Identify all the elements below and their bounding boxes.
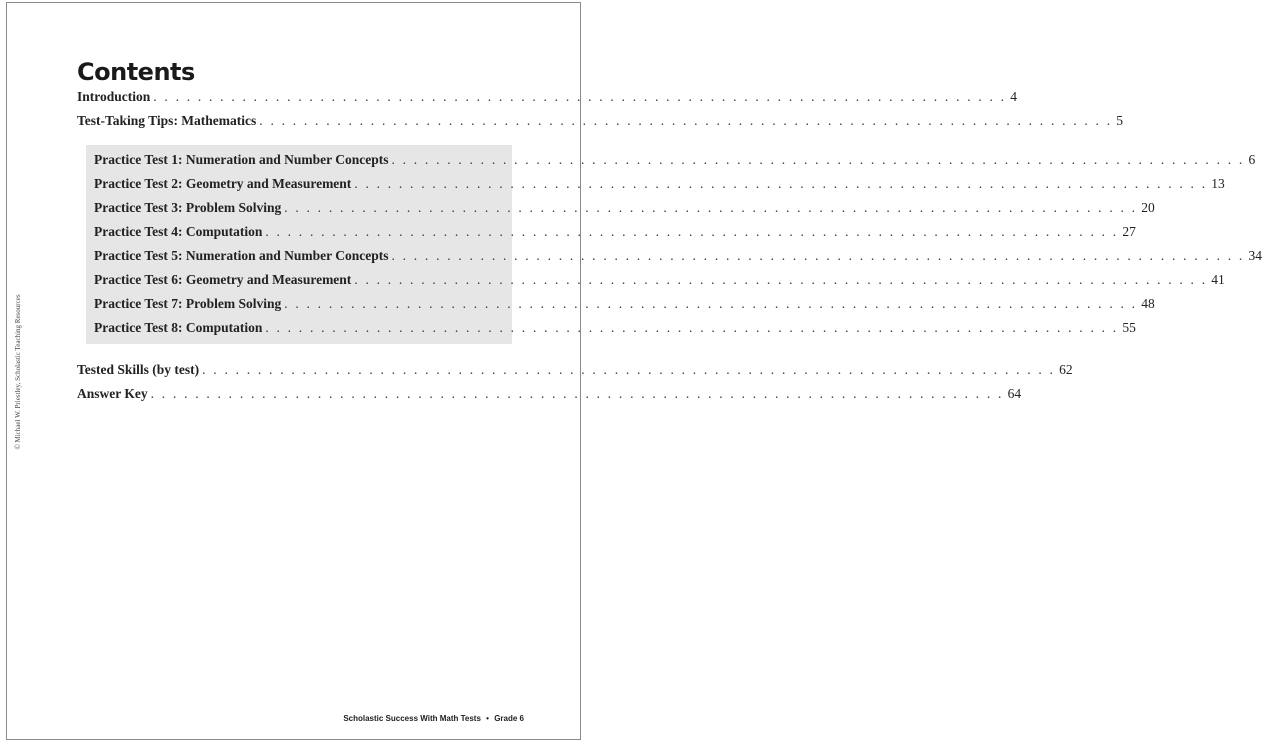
toc-entry-practice-test-6[interactable] [94, 272, 1225, 288]
dot-leader: . . . . . . . . . . . . . . . . . . . . . . . . . . . . . . . . . . . . . . . . . . . . . . . . . . . . . . . . . . . . . . . . . . . . . . . . . . . . . [391, 152, 1245, 167]
dot-leader: . . . . . . . . . . . . . . . . . . . . . . . . . . . . . . . . . . . . . . . . . . . . . . . . . . . . . . . . . . . . . . . . . . . . . . . . . . . . . [259, 113, 1113, 128]
toc-entry-label: Practice Test 4: Computation [94, 224, 263, 239]
toc-entry-test-taking-tips[interactable] [77, 113, 1124, 129]
toc-entry-practice-test-5[interactable] [94, 248, 1262, 264]
toc-entry-answer-key[interactable] [77, 386, 1022, 402]
dot-leader: . . . . . . . . . . . . . . . . . . . . . . . . . . . . . . . . . . . . . . . . . . . . . . . . . . . . . . . . . . . . . . . . . . . . . . . . . . . . . [284, 296, 1138, 311]
toc-entry-page: 27 [1122, 224, 1136, 239]
toc-entry-practice-test-2[interactable] [94, 176, 1225, 192]
dot-leader: . . . . . . . . . . . . . . . . . . . . . . . . . . . . . . . . . . . . . . . . . . . . . . . . . . . . . . . . . . . . . . . . . . . . . . . . . . . . . [265, 224, 1119, 239]
toc-entry-page: 55 [1122, 320, 1136, 335]
toc-entry-page: 20 [1141, 200, 1155, 215]
toc-entry-page: 62 [1059, 362, 1073, 377]
toc-entry-practice-test-7[interactable] [94, 296, 1155, 312]
toc-entry-label: Practice Test 2: Geometry and Measurement [94, 176, 352, 191]
toc-entry-tested-skills[interactable] [77, 362, 1073, 378]
toc-entry-page: 5 [1116, 113, 1124, 128]
copyright-credit: © Michael W. Priestley, Scholastic Teaching Resources [14, 294, 22, 450]
practice-tests-panel [86, 145, 512, 344]
toc-entry-page: 13 [1211, 176, 1225, 191]
toc-entry-label: Practice Test 6: Geometry and Measurement [94, 272, 352, 287]
dot-leader: . . . . . . . . . . . . . . . . . . . . . . . . . . . . . . . . . . . . . . . . . . . . . . . . . . . . . . . . . . . . . . . . . . . . . . . . . . . . . [265, 320, 1119, 335]
dot-leader: . . . . . . . . . . . . . . . . . . . . . . . . . . . . . . . . . . . . . . . . . . . . . . . . . . . . . . . . . . . . . . . . . . . . . . . . . . . . . [202, 362, 1056, 377]
toc-entry-practice-test-3[interactable] [94, 200, 1155, 216]
toc-entry-label: Tested Skills (by test) [77, 362, 200, 377]
toc-entry-practice-test-4[interactable] [94, 224, 1136, 240]
toc-entry-page: 4 [1010, 89, 1018, 104]
toc-entry-page: 6 [1248, 152, 1256, 167]
dot-leader: . . . . . . . . . . . . . . . . . . . . . . . . . . . . . . . . . . . . . . . . . . . . . . . . . . . . . . . . . . . . . . . . . . . . . . . . . . . . . [354, 176, 1208, 191]
toc-entry-label: Introduction [77, 89, 151, 104]
toc-entry-page: 48 [1141, 296, 1155, 311]
toc-entry-label: Practice Test 7: Problem Solving [94, 296, 282, 311]
dot-leader: . . . . . . . . . . . . . . . . . . . . . . . . . . . . . . . . . . . . . . . . . . . . . . . . . . . . . . . . . . . . . . . . . . . . . . . . . . . . . [153, 89, 1007, 104]
footer-separator: • [486, 714, 489, 723]
footer-grade: Grade 6 [494, 714, 524, 723]
dot-leader: . . . . . . . . . . . . . . . . . . . . . . . . . . . . . . . . . . . . . . . . . . . . . . . . . . . . . . . . . . . . . . . . . . . . . . . . . . . . . [391, 248, 1245, 263]
toc-entry-page: 34 [1248, 248, 1262, 263]
toc-entry-label: Practice Test 3: Problem Solving [94, 200, 282, 215]
toc-entry-label: Practice Test 1: Numeration and Number Concepts [94, 152, 389, 167]
dot-leader: . . . . . . . . . . . . . . . . . . . . . . . . . . . . . . . . . . . . . . . . . . . . . . . . . . . . . . . . . . . . . . . . . . . . . . . . . . . . . [354, 272, 1208, 287]
toc-entry-label: Test-Taking Tips: Mathematics [77, 113, 257, 128]
toc-entry-page: 64 [1007, 386, 1022, 401]
footer-book-title: Scholastic Success With Math Tests [343, 714, 481, 723]
toc-entry-practice-test-1[interactable] [94, 152, 1256, 168]
toc-entry-page: 41 [1211, 272, 1225, 287]
toc-entry-label: Practice Test 8: Computation [94, 320, 263, 335]
toc-entry-label: Answer Key [77, 386, 148, 401]
page-footer [343, 714, 524, 723]
toc-entry-practice-test-8[interactable] [94, 320, 1136, 336]
toc-entry-introduction[interactable] [77, 89, 1018, 105]
dot-leader: . . . . . . . . . . . . . . . . . . . . . . . . . . . . . . . . . . . . . . . . . . . . . . . . . . . . . . . . . . . . . . . . . . . . . . . . . . . . . [150, 386, 1004, 401]
page-title: Contents [77, 58, 195, 86]
dot-leader: . . . . . . . . . . . . . . . . . . . . . . . . . . . . . . . . . . . . . . . . . . . . . . . . . . . . . . . . . . . . . . . . . . . . . . . . . . . . . [284, 200, 1138, 215]
toc-entry-label: Practice Test 5: Numeration and Number Concepts [94, 248, 389, 263]
